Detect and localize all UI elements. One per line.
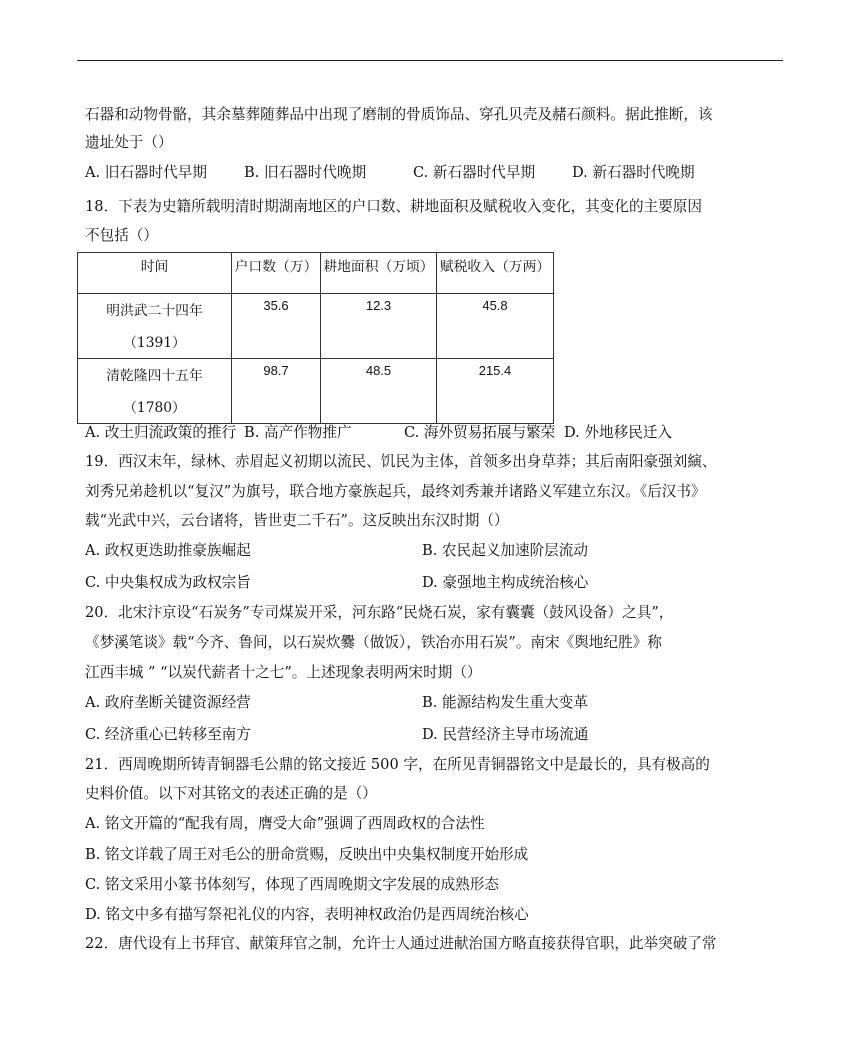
q21-option-d[interactable]: D. 铭文中多有描写祭祀礼仪的内容，表明神权政治仍是西周统治核心 [85, 906, 529, 923]
table-header-time: 时间 [78, 253, 232, 294]
table-cell-tax [437, 359, 554, 424]
table-cell-tax [437, 294, 554, 359]
header-rule [77, 60, 783, 61]
table-cell-households [232, 359, 321, 424]
era-name: 清乾隆四十五年 [106, 368, 203, 384]
q18-stem-line1: 18．下表为史籍所载明清时期湖南地区的户口数、耕地面积及赋税收入变化，其变化的主要原因 [85, 198, 702, 215]
table-cell-time [78, 294, 232, 359]
q17-stem-line1: 石器和动物骨骼，其余墓葬随葬品中出现了磨制的骨质饰品、穿孔贝壳及赭石颜料。据此推断，该 [85, 106, 713, 123]
table-cell-time [78, 359, 232, 424]
q18-option-d[interactable]: D. 外地移民迁入 [564, 424, 673, 441]
q21-option-a[interactable]: A. 铭文开篇的“配我有周，膺受大命”强调了西周政权的合法性 [85, 815, 485, 832]
q20-stem-line2: 《梦溪笔谈》载“今齐、鲁间，以石炭炊爨（做饭），铁冶亦用石炭”。南宋《舆地纪胜》称 [85, 634, 662, 651]
q17-option-c[interactable]: C. 新石器时代早期 [413, 164, 536, 181]
q18-data-table [77, 252, 554, 424]
table-cell-farmland [321, 294, 437, 359]
table-header-tax: 赋税收入（万两） [437, 253, 554, 294]
q19-option-a[interactable]: A. 政权更迭助推豪族崛起 [85, 542, 251, 559]
q21-option-b[interactable]: B. 铭文详载了周王对毛公的册命赏赐，反映出中央集权制度开始形成 [85, 846, 529, 863]
q19-stem-line2: 刘秀兄弟趁机以“复汉”为旗号，联合地方豪族起兵，最终刘秀兼并诸路义军建立东汉。《后汉书》 [85, 483, 706, 500]
q17-option-a[interactable]: A. 旧石器时代早期 [85, 164, 207, 181]
q19-option-c[interactable]: C. 中央集权成为政权宗旨 [85, 574, 251, 591]
q19-stem-line1: 19．西汉末年，绿林、赤眉起义初期以流民、饥民为主体，首领多出身草莽；其后南阳豪强刘縯、 [85, 453, 717, 470]
q20-option-a[interactable]: A. 政府垄断关键资源经营 [85, 694, 251, 711]
q18-stem-line2: 不包括（） [85, 227, 158, 244]
q20-option-b[interactable]: B. 能源结构发生重大变革 [422, 694, 588, 711]
q17-option-d[interactable]: D. 新石器时代晚期 [572, 164, 695, 181]
q20-option-c[interactable]: C. 经济重心已转移至南方 [85, 726, 251, 743]
q21-stem-line1: 21．西周晚期所铸青铜器毛公鼎的铭文接近 500 字，在所见青铜器铭文中是最长的，具有极高的 [85, 756, 710, 773]
tax-value: 215.4 [478, 363, 512, 378]
q20-stem-line3: 江西丰城 ” “以炭代薪者十之七”。上述现象表明两宋时期（） [85, 664, 482, 681]
q19-option-d[interactable]: D. 豪强地主构成统治核心 [422, 574, 589, 591]
households-value: 35.6 [263, 298, 289, 313]
q20-option-d[interactable]: D. 民营经济主导市场流通 [422, 726, 589, 743]
farmland-value: 12.3 [365, 298, 392, 313]
q21-option-c[interactable]: C. 铭文采用小篆书体刻写，体现了西周晚期文字发展的成熟形态 [85, 876, 499, 893]
table-header-households: 户口数（万） [232, 253, 321, 294]
table-row [78, 294, 554, 359]
q17-stem-line2: 遗址处于（） [85, 134, 173, 151]
table-cell-farmland [321, 359, 437, 424]
table-cell-households [232, 294, 321, 359]
table-header-farmland: 耕地面积（万顷） [321, 253, 437, 294]
era-year: （1391） [123, 335, 186, 351]
era-name: 明洪武二十四年 [106, 303, 203, 319]
q19-stem-line3: 载“光武中兴，云台诸将，皆世吏二千石”。这反映出东汉时期（） [85, 512, 509, 529]
table-header-row [78, 253, 554, 294]
q18-option-c[interactable]: C. 海外贸易拓展与繁荣 [404, 424, 556, 441]
table-row [78, 359, 554, 424]
q22-stem-line1: 22．唐代设有上书拜官、献策拜官之制，允许士人通过进献治国方略直接获得官职，此举突破了常 [85, 935, 717, 952]
households-value: 98.7 [263, 363, 289, 378]
q21-stem-line2: 史料价值。以下对其铭文的表述正确的是（） [85, 785, 377, 802]
q19-option-b[interactable]: B. 农民起义加速阶层流动 [422, 542, 588, 559]
q18-option-b[interactable]: B. 高产作物推广 [244, 424, 352, 441]
q18-option-a[interactable]: A. 改土归流政策的推行 [85, 424, 237, 441]
era-year: （1780） [123, 400, 186, 416]
q17-option-b[interactable]: B. 旧石器时代晚期 [244, 164, 367, 181]
tax-value: 45.8 [482, 298, 508, 313]
q20-stem-line1: 20．北宋汴京设“石炭务”专司煤炭开采，河东路“民烧石炭，家有囊囊（鼓风设备）之具”， [85, 604, 674, 621]
farmland-value: 48.5 [365, 363, 392, 378]
